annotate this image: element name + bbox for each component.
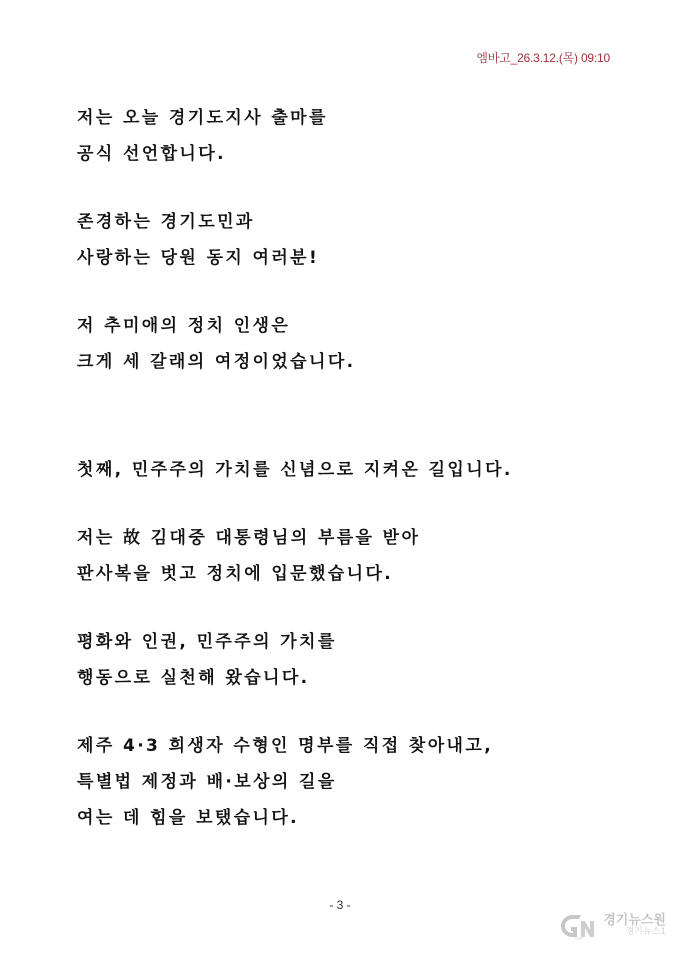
- text-line: 저는 故 김대중 대통령님의 부름을 받아: [77, 528, 421, 548]
- watermark: [559, 912, 666, 940]
- text-line: 저 추미애의 정치 인생은: [77, 316, 291, 336]
- paragraph-1: [77, 100, 637, 172]
- text-line: 여는 데 힘을 보탰습니다.: [77, 808, 300, 828]
- text-line: 제주 4·3 희생자 수형인 명부를 직접 찾아내고,: [77, 736, 494, 756]
- speech-body: [77, 100, 637, 868]
- paragraph-5: [77, 520, 637, 592]
- gnt-logo-icon: [559, 912, 599, 940]
- text-line: 존경하는 경기도민과: [77, 212, 255, 232]
- paragraph-3: [77, 308, 637, 380]
- watermark-main: 경기뉴스원: [603, 912, 666, 928]
- text-line: 첫째, 민주주의 가치를 신념으로 지켜온 길입니다.: [77, 460, 513, 480]
- text-line: 저는 오늘 경기도지사 출마를: [77, 108, 328, 128]
- watermark-sub: 경기뉴스1: [625, 927, 666, 938]
- paragraph-7: [77, 728, 637, 836]
- text-line: 판사복을 벗고 정치에 입문했습니다.: [77, 564, 394, 584]
- text-line: 사랑하는 당원 동지 여러분!: [77, 248, 320, 268]
- text-line: 행동으로 실천해 왔습니다.: [77, 668, 310, 688]
- text-line: 평화와 인권, 민주주의 가치를: [77, 632, 337, 652]
- text-line: 크게 세 갈래의 여정이었습니다.: [77, 352, 356, 372]
- text-line: 특별법 제정과 배·보상의 길을: [77, 772, 337, 792]
- paragraph-2: [77, 204, 637, 276]
- page-number: - 3 -: [329, 898, 351, 912]
- text-line: 공식 선언합니다.: [77, 144, 226, 164]
- paragraph-4: [77, 452, 637, 488]
- embargo-notice: 엠바고_26.3.12.(목) 09:10: [476, 51, 610, 65]
- paragraph-6: [77, 624, 637, 696]
- svg-text:GNT: GNT: [574, 935, 584, 940]
